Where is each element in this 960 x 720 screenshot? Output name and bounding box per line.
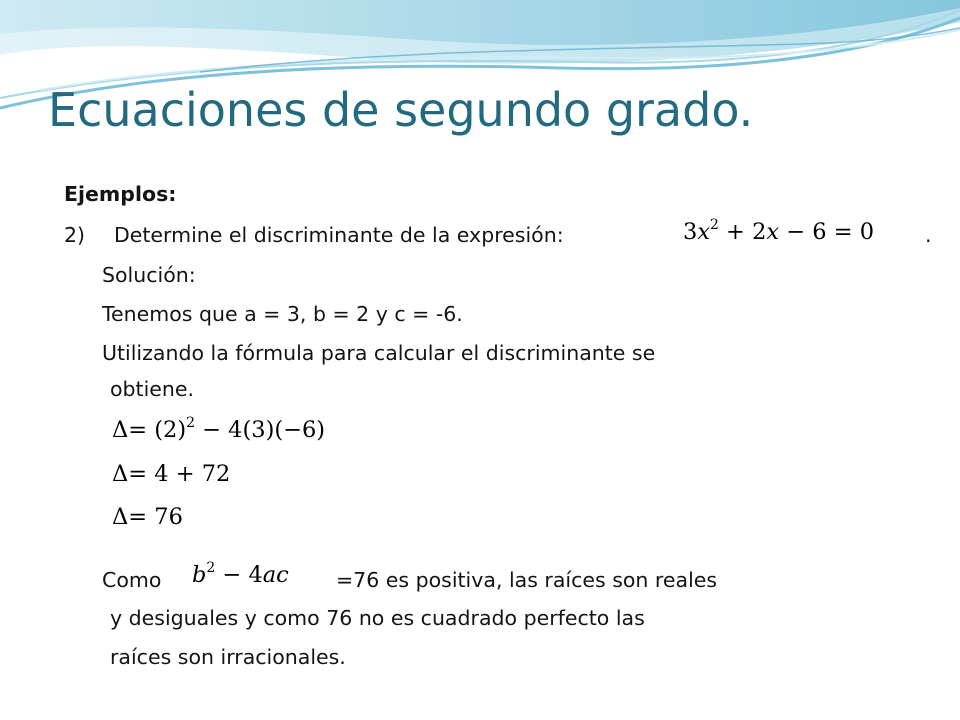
delta-step-3: Δ= 76 (112, 504, 183, 530)
item-number: 2) (64, 223, 86, 247)
delta-step-1: $\Delta= (2)^2 - 4(3)(-6)$ (112, 414, 326, 443)
conclusion-line-2: y desiguales y como 76 no es cuadrado perfecto las (110, 606, 645, 630)
discriminant-formula: $b^2 - 4ac$ (192, 559, 289, 588)
quadratic-equation: $3x^2 + 2x - 6 = 0$ (683, 216, 875, 245)
formula-line-2: obtiene. (110, 377, 195, 401)
formula-line-1: Utilizando la fórmula para calcular el discriminante se (102, 341, 656, 365)
page-title: Ecuaciones de segundo grado. (48, 83, 754, 137)
conclusion-line-3: raíces son irracionales. (110, 645, 346, 669)
examples-heading: Ejemplos: (64, 182, 177, 206)
conclusion-line-1: =76 es positiva, las raíces son reales (336, 568, 718, 592)
item-period: . (925, 223, 932, 247)
item-text: Determine el discriminante de la expresión: (114, 223, 564, 247)
coefficients-line: Tenemos que a = 3, b = 2 y c = -6. (102, 302, 463, 326)
delta-step-2: Δ= 4 + 72 (112, 461, 231, 487)
conclusion-como: Como (102, 568, 162, 592)
solution-label: Solución: (102, 263, 196, 287)
